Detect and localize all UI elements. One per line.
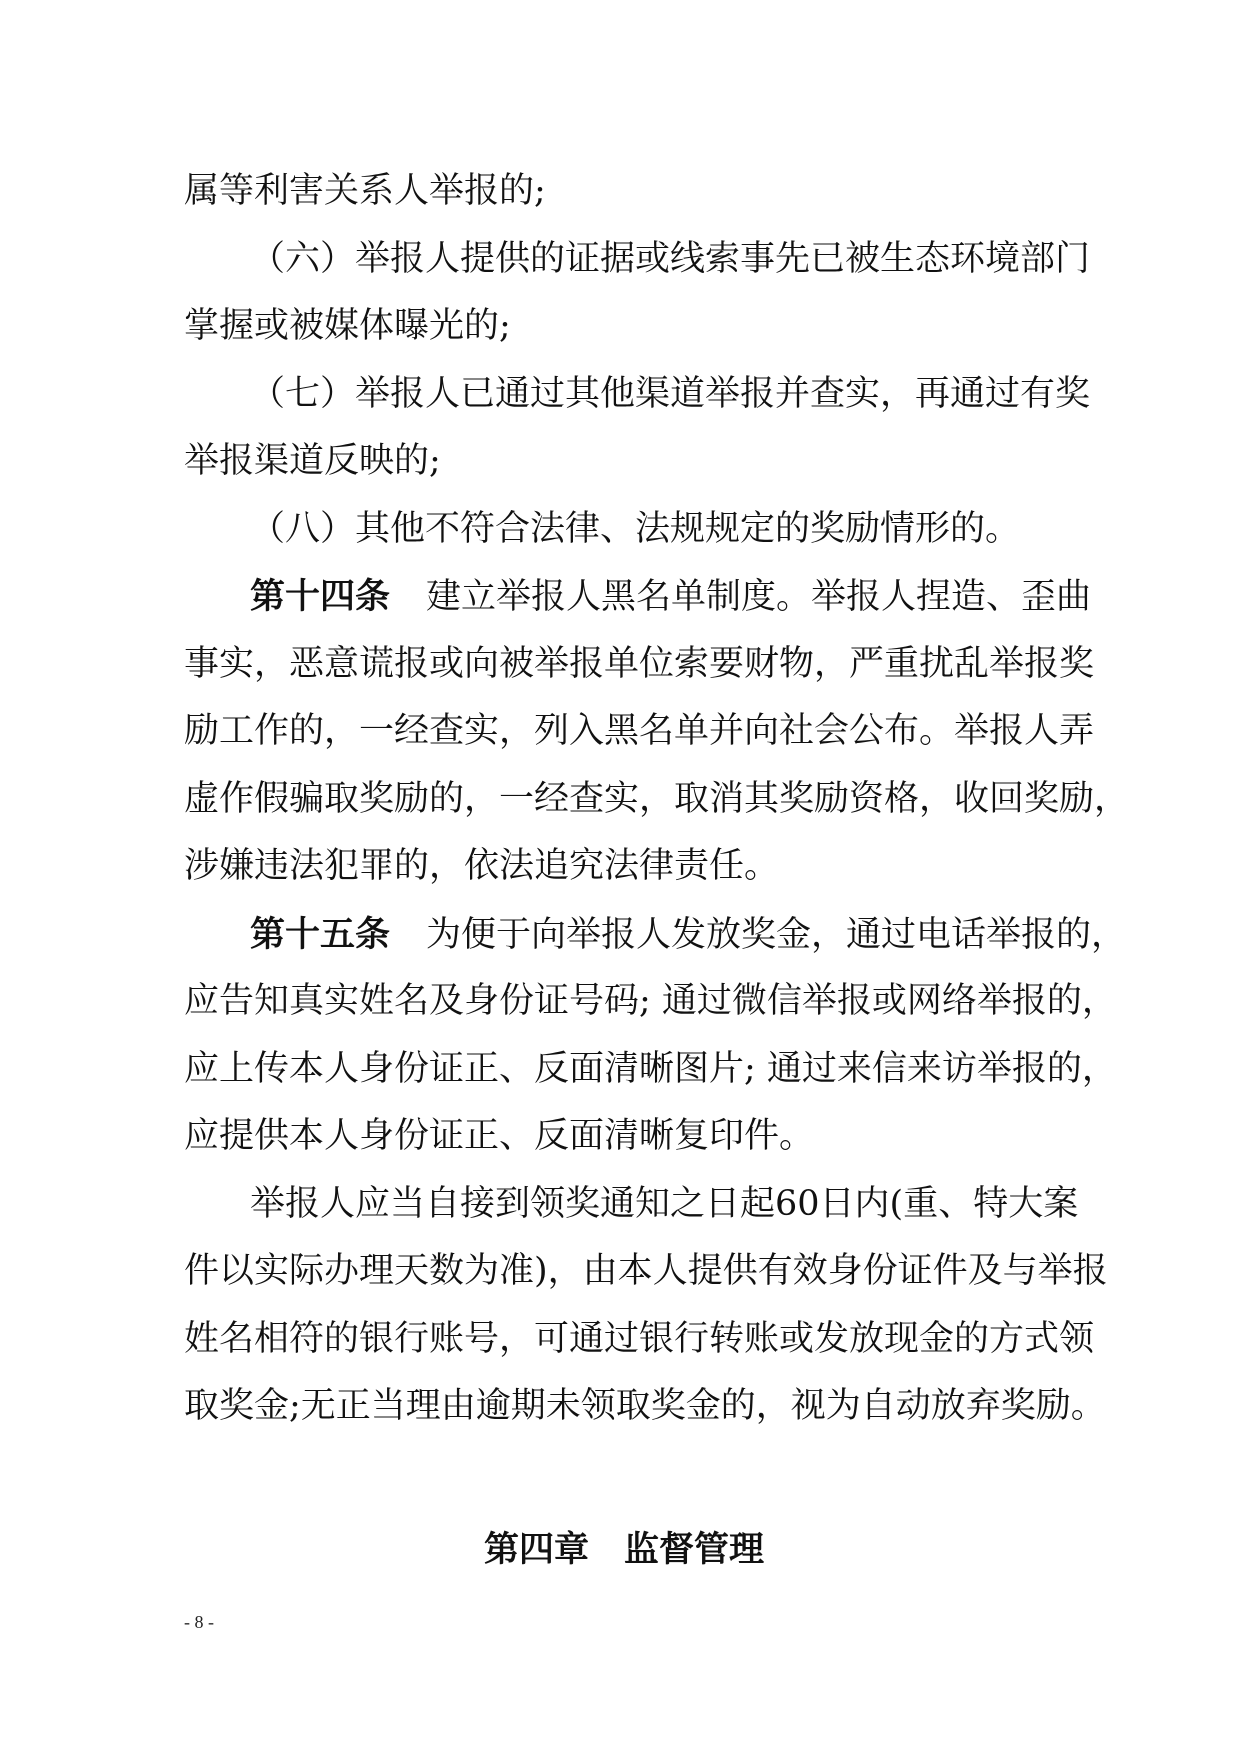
spacer <box>184 1441 1064 1517</box>
article-label: 第十四条 <box>250 576 391 617</box>
article-15-first-line: 第十五条 为便于向举报人发放奖金，通过电话举报的， <box>184 901 1064 969</box>
text-line: 应告知真实姓名及身份证号码; 通过微信举报或网络举报的， <box>184 981 1117 1021</box>
text-line: 取奖金;无正当理由逾期未领取奖金的，视为自动放弃奖励。 <box>184 1386 1106 1426</box>
text-line: 姓名相符的银行账号，可通过银行转账或发放现金的方式领 <box>184 1318 1095 1359</box>
text-line: 属等利害关系人举报的; <box>184 171 546 211</box>
text-line: （六）举报人提供的证据或线索事先已被生态环境部门 <box>250 238 1091 279</box>
text-line: 事实，恶意谎报或向被举报单位索要财物，严重扰乱举报奖 <box>184 643 1095 684</box>
page-number: - 8 - <box>184 1612 214 1632</box>
text-line: （七）举报人已通过其他渠道举报并查实，再通过有奖 <box>250 373 1091 414</box>
text-line: 举报人应当自接到领奖通知之日起60日内(重、特大案 <box>250 1183 1079 1224</box>
text-line: 举报渠道反映的; <box>184 441 441 481</box>
text-line: 应上传本人身份证正、反面清晰图片; 通过来信来访举报的， <box>184 1048 1117 1089</box>
text-line: 虚作假骗取奖励的，一经查实，取消其奖励资格，收回奖励， <box>184 778 1130 819</box>
text-line: 件以实际办理天数为准)，由本人提供有效身份证件及与举报 <box>184 1251 1108 1291</box>
article-label: 第十五条 <box>250 913 391 955</box>
article-14-first-line: 第十四条 建立举报人黑名单制度。举报人捏造、歪曲 <box>184 563 1064 631</box>
chapter-heading: 第四章 监督管理 <box>483 1529 764 1570</box>
text-line: 掌握或被媒体曝光的; <box>184 306 511 346</box>
text-line: 励工作的，一经查实，列入黑名单并向社会公布。举报人弄 <box>184 711 1095 751</box>
text-line: （八）其他不符合法律、法规规定的奖励情形的。 <box>250 508 1021 549</box>
text-line: 应提供本人身份证正、反面清晰复印件。 <box>184 1116 815 1156</box>
text-line: 涉嫌违法犯罪的，依法追究法律责任。 <box>184 846 780 886</box>
body-text <box>184 158 1130 1584</box>
